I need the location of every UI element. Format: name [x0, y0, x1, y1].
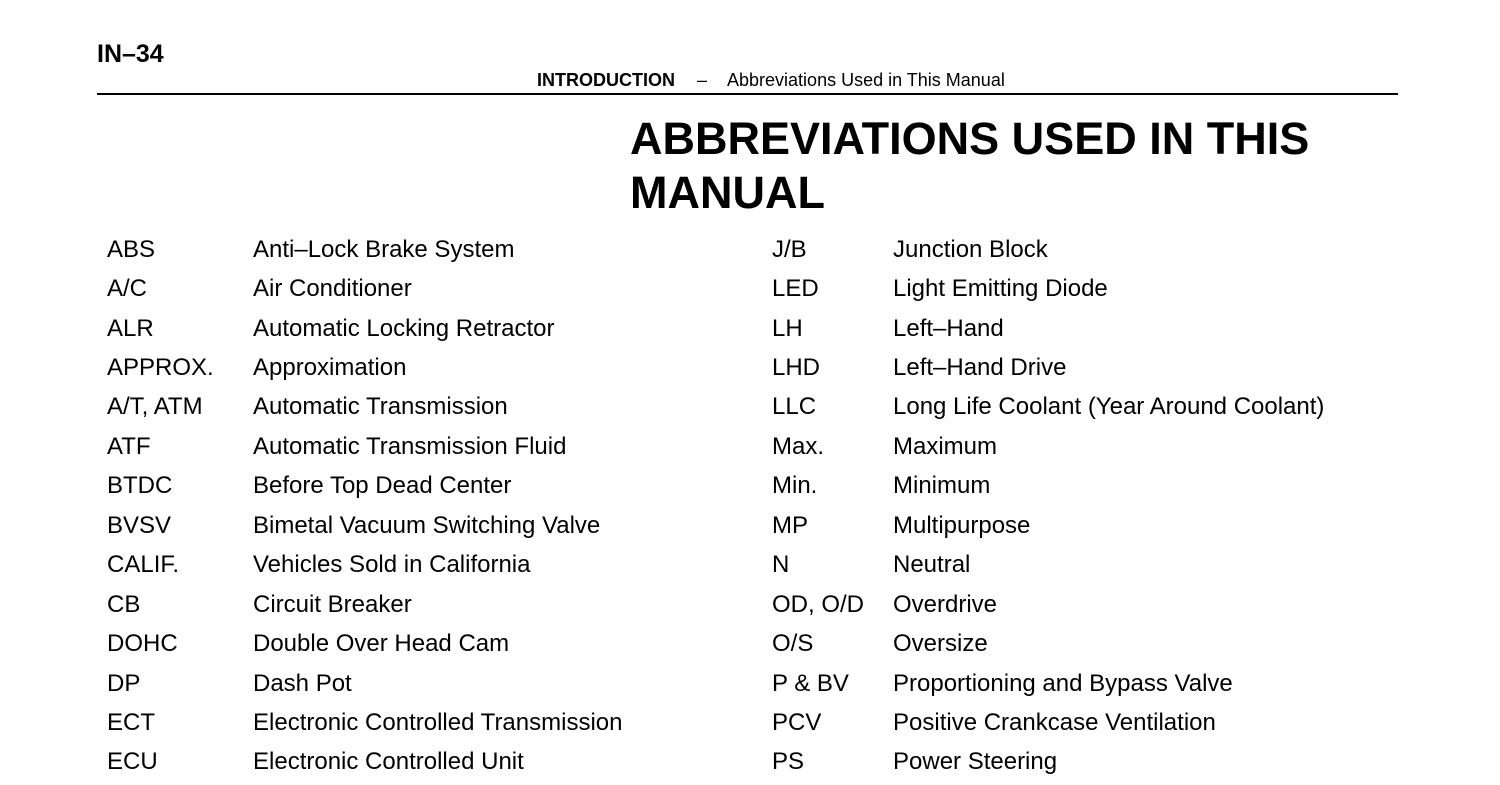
- abbreviation-code: LLC: [772, 393, 817, 421]
- abbreviation-code: BTDC: [107, 472, 173, 500]
- abbreviation-code: LH: [772, 314, 803, 342]
- abbreviation-row: [107, 348, 622, 387]
- abbreviation-meaning: Proportioning and Bypass Valve: [893, 669, 1233, 697]
- abbreviation-row: [107, 506, 622, 545]
- abbreviation-meaning: Power Steering: [893, 748, 1058, 776]
- abbreviation-row: [107, 703, 622, 742]
- abbreviation-row: [107, 309, 622, 348]
- abbreviation-code: CALIF.: [107, 551, 180, 579]
- abbreviation-code: OD, O/D: [772, 590, 865, 618]
- running-header: [537, 70, 1005, 91]
- abbreviation-meaning: Electronic Controlled Transmission: [253, 708, 623, 736]
- abbreviation-row: [107, 624, 622, 663]
- abbreviation-code: CB: [107, 590, 141, 618]
- abbreviation-meaning: Automatic Transmission Fluid: [253, 432, 567, 460]
- abbreviation-meaning: Multipurpose: [893, 511, 1031, 539]
- abbreviation-code: PS: [772, 748, 805, 776]
- abbreviation-meaning: Long Life Coolant (Year Around Coolant): [893, 393, 1325, 421]
- abbreviation-row: [772, 348, 1324, 387]
- abbreviation-row: [107, 388, 622, 427]
- abbreviation-row: [107, 585, 622, 624]
- abbreviation-meaning: Bimetal Vacuum Switching Valve: [253, 511, 601, 539]
- abbreviation-code: ABS: [107, 235, 156, 263]
- abbreviation-code: A/C: [107, 275, 148, 303]
- abbreviation-meaning: Anti–Lock Brake System: [253, 235, 515, 263]
- abbreviation-meaning: Air Conditioner: [253, 275, 412, 303]
- abbreviation-code: Max.: [772, 432, 825, 460]
- abbreviation-meaning: Circuit Breaker: [253, 590, 412, 618]
- abbreviation-row: [772, 703, 1324, 742]
- abbreviation-row: [107, 269, 622, 308]
- abbreviation-row: [772, 664, 1324, 703]
- abbreviation-code: O/S: [772, 630, 814, 658]
- abbreviation-row: [772, 427, 1324, 466]
- abbreviation-code: A/T, ATM: [107, 393, 203, 421]
- abbreviation-code: J/B: [772, 235, 807, 263]
- abbreviation-meaning: Neutral: [893, 551, 971, 579]
- page-number: IN–34: [97, 40, 164, 68]
- abbreviation-code: ECU: [107, 748, 158, 776]
- abbreviation-code: APPROX.: [107, 354, 214, 382]
- abbreviation-code: Min.: [772, 472, 818, 500]
- abbreviation-list-right: [772, 230, 1324, 782]
- abbreviation-list-left: [107, 230, 622, 782]
- abbreviation-meaning: Junction Block: [893, 235, 1048, 263]
- header-rule: [97, 93, 1398, 95]
- abbreviation-meaning: Before Top Dead Center: [253, 472, 512, 500]
- abbreviation-row: [772, 269, 1324, 308]
- abbreviation-meaning: Oversize: [893, 630, 988, 658]
- abbreviation-row: [107, 427, 622, 466]
- abbreviation-meaning: Automatic Locking Retractor: [253, 314, 555, 342]
- abbreviation-code: ECT: [107, 708, 155, 736]
- abbreviation-meaning: Electronic Controlled Unit: [253, 748, 524, 776]
- abbreviation-meaning: Overdrive: [893, 590, 998, 618]
- abbreviation-row: [772, 230, 1324, 269]
- abbreviation-meaning: Maximum: [893, 432, 998, 460]
- running-header-subsection: Abbreviations Used in This Manual: [727, 70, 1005, 90]
- abbreviation-code: DP: [107, 669, 141, 697]
- abbreviation-row: [772, 388, 1324, 427]
- abbreviation-code: N: [772, 551, 790, 579]
- abbreviation-code: PCV: [772, 708, 822, 736]
- abbreviation-code: LED: [772, 275, 819, 303]
- abbreviation-row: [107, 467, 622, 506]
- abbreviation-row: [772, 743, 1324, 782]
- abbreviation-meaning: Minimum: [893, 472, 991, 500]
- running-header-separator: –: [697, 70, 708, 90]
- abbreviation-row: [772, 309, 1324, 348]
- abbreviation-code: P & BV: [772, 669, 849, 697]
- abbreviation-row: [107, 743, 622, 782]
- abbreviation-row: [772, 467, 1324, 506]
- abbreviation-meaning: Vehicles Sold in California: [253, 551, 531, 579]
- abbreviation-code: MP: [772, 511, 808, 539]
- abbreviation-meaning: Dash Pot: [253, 669, 352, 697]
- abbreviation-meaning: Positive Crankcase Ventilation: [893, 708, 1216, 736]
- page-title: ABBREVIATIONS USED IN THIS MANUAL: [630, 113, 1310, 218]
- running-header-section: INTRODUCTION: [537, 70, 675, 90]
- abbreviation-code: LHD: [772, 354, 821, 382]
- abbreviation-code: DOHC: [107, 630, 178, 658]
- abbreviation-meaning: Approximation: [253, 354, 407, 382]
- abbreviation-meaning: Light Emitting Diode: [893, 275, 1108, 303]
- abbreviation-row: [772, 506, 1324, 545]
- abbreviation-code: BVSV: [107, 511, 172, 539]
- abbreviation-meaning: Automatic Transmission: [253, 393, 508, 421]
- abbreviation-row: [772, 624, 1324, 663]
- abbreviation-row: [107, 230, 622, 269]
- abbreviation-row: [107, 546, 622, 585]
- abbreviation-row: [772, 546, 1324, 585]
- abbreviation-row: [107, 664, 622, 703]
- abbreviation-meaning: Double Over Head Cam: [253, 630, 510, 658]
- abbreviation-code: ATF: [107, 432, 151, 460]
- abbreviation-row: [772, 585, 1324, 624]
- abbreviation-code: ALR: [107, 314, 154, 342]
- abbreviation-meaning: Left–Hand Drive: [893, 354, 1067, 382]
- abbreviation-meaning: Left–Hand: [893, 314, 1004, 342]
